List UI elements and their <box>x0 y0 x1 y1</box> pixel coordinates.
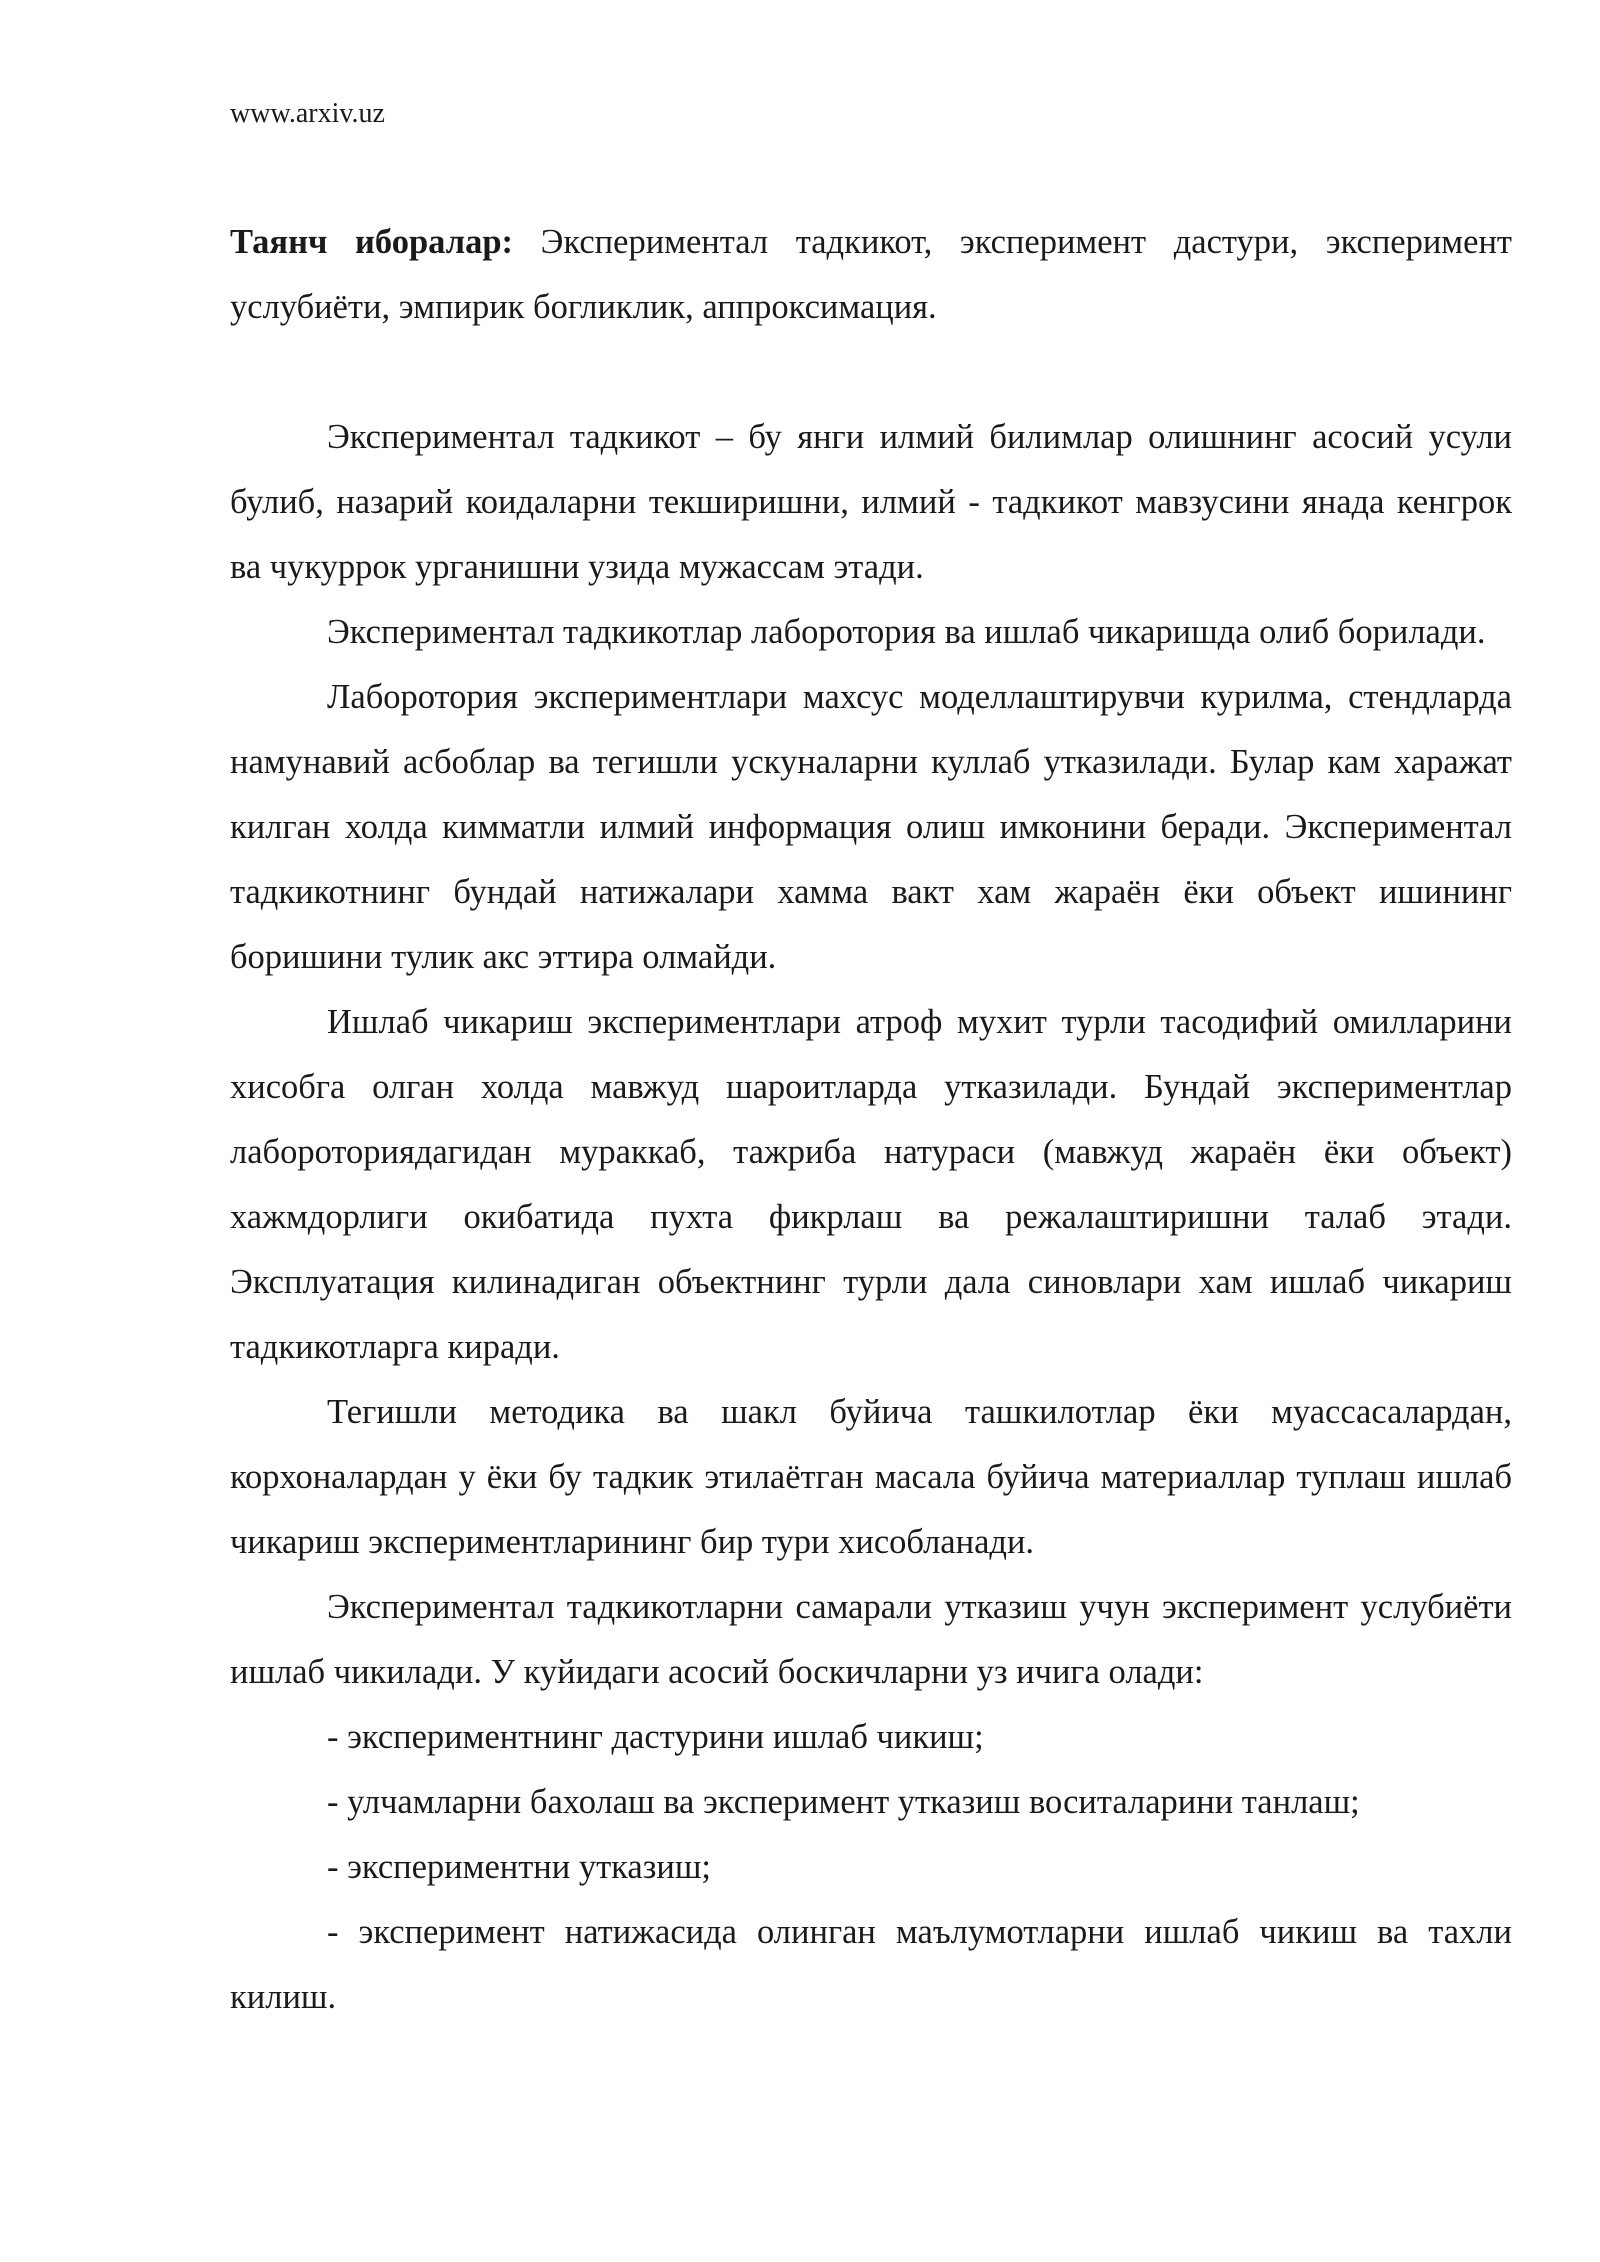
paragraph-1: Экспериментал тадкикот – бу янги илмий билимлар олишнинг асосий усули булиб, назарий коидаларни текширишни, илмий - тадкикот мавзусини янада кенгрок ва чукуррок урганишни узида мужассам этади. <box>230 418 1512 586</box>
header-url: www.arxiv.uz <box>230 98 385 129</box>
document-body <box>230 210 1512 2030</box>
keywords-paragraph <box>230 210 1512 340</box>
list-item-4: - эксперимент натижасида олинган маълумотларни ишлаб чикиш ва тахли килиш. <box>230 1913 1512 2016</box>
list-item-1: - экспериментнинг дастурини ишлаб чикиш; <box>327 1718 984 1756</box>
spacer <box>230 340 1512 405</box>
paragraph-5: Тегишли методика ва шакл буйича ташкилотлар ёки муассасалардан, корхоналардан у ёки бу тадкик этилаётган масала буйича материаллар туплаш ишлаб чикариш экспериментларининг бир тури хисобланади. <box>230 1393 1512 1561</box>
keywords-label: Таянч иборалар: <box>230 223 514 261</box>
paragraph-4: Ишлаб чикариш экспериментлари атроф мухит турли тасодифий омилларини хисобга олган холда мавжуд шароитларда утказилади. Бундай экспериментлар лабороториядагидан мураккаб, тажриба натураси (мавжуд жараён ёки объект) хажмдорлиги окибатида пухта фикрлаш ва режалаштиришни талаб этади. Эксплуатация килинадиган объектнинг турли дала синовлари хам ишлаб чикариш тадкикотларга киради. <box>230 1003 1512 1366</box>
paragraph-3: Лаборотория экспериментлари махсус моделлаштирувчи курилма, стендларда намунавий асбоблар ва тегишли ускуналарни куллаб утказилади. Булар кам харажат килган холда кимматли илмий информация олиш имконини беради. Экспериментал тадкикотнинг бундай натижалари хамма вакт хам жараён ёки объект ишининг боришини тулик акс эттира олмайди. <box>230 678 1512 976</box>
paragraph-2: Экспериментал тадкикотлар лаборотория ва ишлаб чикаришда олиб борилади. <box>327 613 1486 651</box>
paragraph-6: Экспериментал тадкикотларни самарали утказиш учун эксперимент услубиёти ишлаб чикилади. У куйидаги асосий боскичларни уз ичига олади: <box>230 1588 1512 1691</box>
list-item-3: - экспериментни утказиш; <box>327 1848 711 1886</box>
list-item-2: - улчамларни бахолаш ва эксперимент утказиш воситаларини танлаш; <box>327 1783 1360 1821</box>
keywords-text: Экспериментал тадкикот, эксперимент дастури, эксперимент услубиёти, эмпирик богликлик, аппроксимация. <box>230 223 1512 326</box>
